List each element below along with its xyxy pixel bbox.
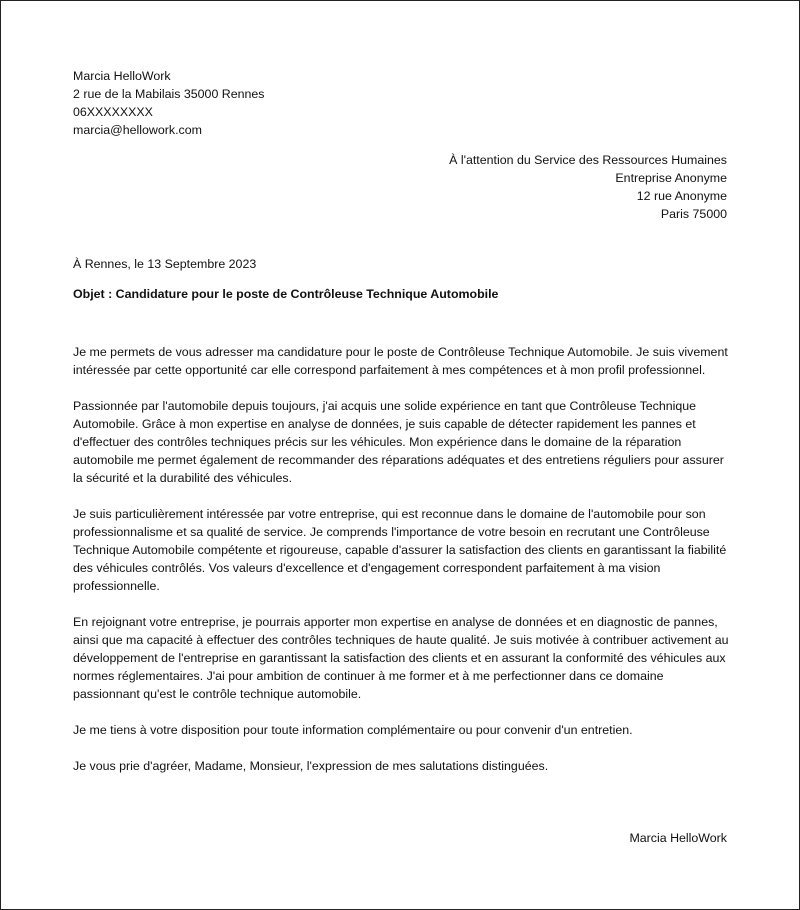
sender-email: marcia@hellowork.com	[73, 123, 202, 137]
letter-date: À Rennes, le 13 Septembre 2023	[73, 257, 257, 271]
body-paragraph-2: Passionnée par l'automobile depuis toujours, j'ai acquis une solide expérience en tant que Contrôleuse Technique Automobile. Grâce à mon expertise en analyse de données, je suis capable de détecter rapidement les pannes et d'effectuer des contrôles techniques précis sur les véhicules. Mon expérience dans le domaine de la réparation automobile me permet également de recommander des réparations adéquates et des entretiens réguliers pour assurer la sécurité et la durabilité des véhicules.	[73, 399, 724, 485]
sender-phone: 06XXXXXXXX	[73, 105, 153, 119]
letter-body	[73, 343, 729, 793]
body-paragraph-4: En rejoignant votre entreprise, je pourrais apporter mon expertise en analyse de données et en diagnostic de pannes, ainsi que ma capacité à effectuer des contrôles techniques de haute qualité. Je suis motivée à contribuer activement au développement de l'entreprise en garantissant la satisfaction des clients et en assurant la conformité des véhicules aux normes réglementaires. J'ai pour ambition de continuer à me former et à me perfectionner dans ce domaine passionnant qu'est le contrôle technique automobile.	[73, 615, 729, 701]
body-paragraph-5: Je me tiens à votre disposition pour toute information complémentaire ou pour convenir d'un entretien.	[73, 723, 633, 737]
letter-subject: Objet : Candidature pour le poste de Contrôleuse Technique Automobile	[73, 287, 499, 301]
body-paragraph-1: Je me permets de vous adresser ma candidature pour le poste de Contrôleuse Technique Automobile. Je suis vivement intéressée par cette opportunité car elle correspond parfaitement à mes compétences et à mon profil professionnel.	[73, 345, 728, 377]
sender-address: 2 rue de la Mabilais 35000 Rennes	[73, 87, 265, 101]
sender-name: Marcia HelloWork	[73, 69, 171, 83]
recipient-street: 12 rue Anonyme	[636, 189, 727, 203]
recipient-company: Entreprise Anonyme	[615, 171, 727, 185]
recipient-attention: À l'attention du Service des Ressources Humaines	[449, 153, 727, 167]
recipient-block	[449, 151, 727, 223]
recipient-city: Paris 75000	[660, 207, 727, 221]
body-paragraph-3: Je suis particulièrement intéressée par votre entreprise, qui est reconnue dans le domaine de l'automobile pour son professionnalisme et sa qualité de service. Je comprends l'importance de votre besoin en recrutant une Contrôleuse Technique Automobile compétente et rigoureuse, capable d'assurer la satisfaction des clients en garantissant la fiabilité des véhicules contrôlés. Vos valeurs d'excellence et d'engagement correspondent parfaitement à ma vision professionnelle.	[73, 507, 727, 593]
letter-signature: Marcia HelloWork	[629, 831, 727, 845]
body-paragraph-6: Je vous prie d'agréer, Madame, Monsieur, l'expression de mes salutations distinguées.	[73, 759, 549, 773]
sender-block	[73, 67, 265, 139]
